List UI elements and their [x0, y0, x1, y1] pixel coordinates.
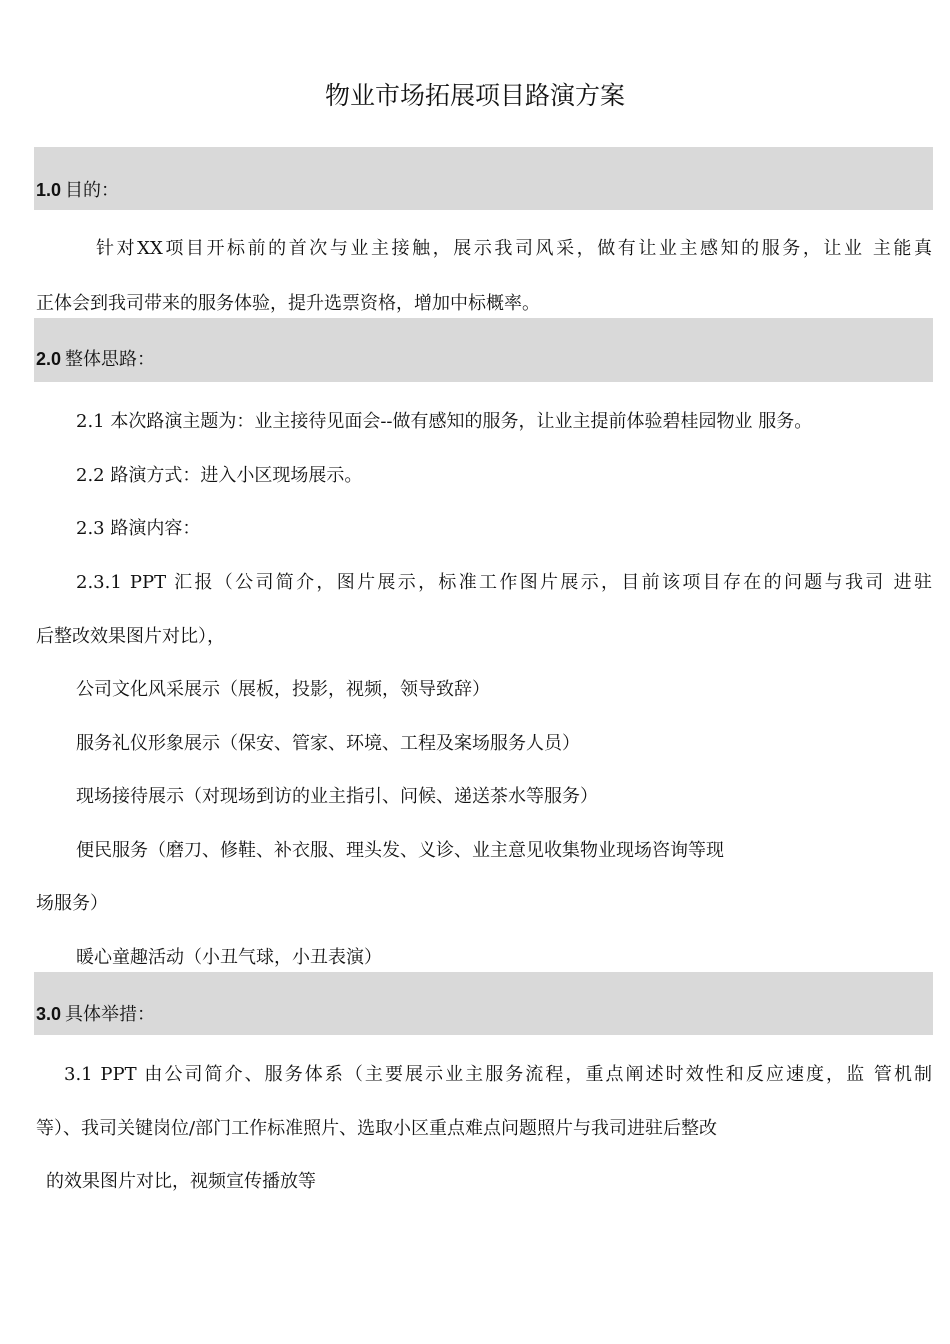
section-heading-measures: [34, 972, 933, 1035]
section-number: 1.0: [36, 180, 62, 200]
approach-item-2-2: 2.2 路演方式：进入小区现场展示。: [76, 465, 363, 486]
measures-line-3: 的效果图片对比，视频宣传播放等: [46, 1171, 316, 1192]
section-heading-purpose: [34, 147, 933, 210]
section-heading-approach: [34, 318, 933, 382]
document-title: 物业市场拓展项目路演方案: [324, 81, 625, 110]
approach-culture-item: 公司文化风采展示（展板，投影，视频，领导致辞）: [76, 679, 490, 700]
section-title: 目的：: [65, 180, 120, 201]
approach-convenience-line-1: 便民服务（磨刀、修鞋、补衣服、理头发、义诊、业主意见收集物业现场咨询等现: [76, 840, 724, 861]
purpose-line-2: 正体会到我司带来的服务体验，提升选票资格，增加中标概率。: [36, 293, 540, 314]
measures-line-1: 3.1 PPT 由公司简介、服务体系（主要展示业主服务流程，重点阐述时效性和反应速度，监 管机制: [64, 1064, 932, 1085]
approach-reception-item: 现场接待展示（对现场到访的业主指引、问候、递送茶水等服务）: [76, 786, 598, 807]
approach-item-2-3: 2.3 路演内容：: [76, 518, 201, 539]
section-title: 具体举措：: [65, 1004, 156, 1025]
approach-kids-item: 暖心童趣活动（小丑气球，小丑表演）: [76, 947, 382, 968]
approach-etiquette-item: 服务礼仪形象展示（保安、管家、环境、工程及案场服务人员）: [76, 733, 580, 754]
approach-convenience-line-2: 场服务）: [36, 893, 108, 914]
approach-item-2-3-1-line-1: 2.3.1 PPT 汇报（公司简介，图片展示，标准工作图片展示，目前该项目存在的问题与我司 进驻: [76, 572, 932, 593]
section-title: 整体思路：: [65, 349, 156, 370]
purpose-line-1: 针对XX项目开标前的首次与业主接触，展示我司风采，做有让业主感知的服务，让业 主能真: [96, 238, 932, 259]
approach-item-2-1: 2.1 本次路演主题为：业主接待见面会--做有感知的服务，让业主提前体验碧桂园物业 服务。: [76, 411, 813, 432]
section-number: 2.0: [36, 349, 62, 369]
measures-line-2: 等）、我司关键岗位/部门工作标准照片、选取小区重点难点问题照片与我司进驻后整改: [36, 1118, 718, 1139]
section-number: 3.0: [36, 1004, 62, 1024]
approach-item-2-3-1-line-2: 后整改效果图片对比），: [36, 626, 225, 647]
